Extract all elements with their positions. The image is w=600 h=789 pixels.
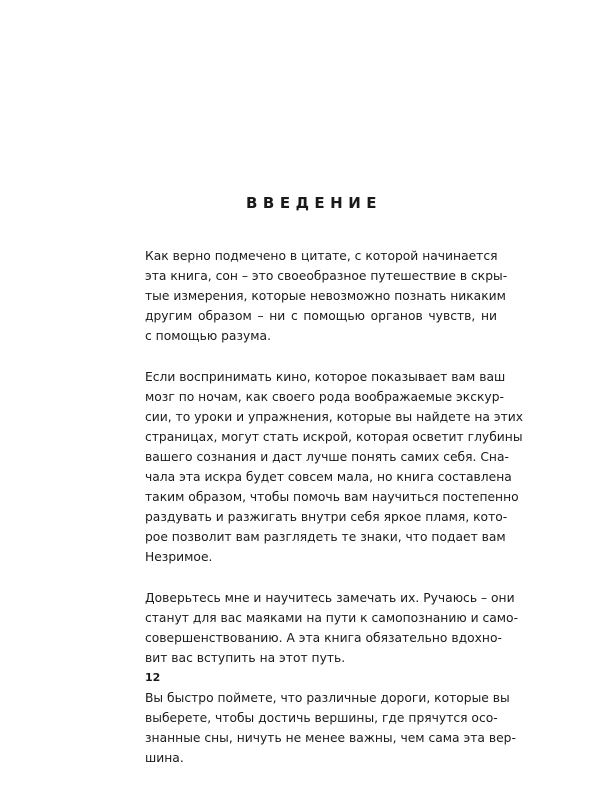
text-line: таким образом, чтобы помочь вам научиться постепенно	[145, 490, 519, 505]
text-line: выберете, чтобы достичь вершины, где прячутся осо-	[145, 711, 498, 726]
text-line: мозг по ночам, как своего рода воображаемые экскур-	[145, 389, 504, 404]
text-line: страницах, могут стать искрой, которая осветит глубины	[145, 429, 523, 444]
text-line: знанные сны, ничуть не менее важны, чем сама эта вер-	[145, 731, 516, 746]
text-line: раздувать и разжигать внутри себя яркое пламя, кото-	[145, 510, 508, 525]
text-line: эта книга, сон – это своеобразное путешествие в скры-	[145, 269, 508, 284]
paragraph	[145, 688, 516, 768]
text-line: с помощью разума.	[145, 329, 272, 344]
text-line: шина.	[145, 751, 184, 766]
page-number: 12	[145, 671, 161, 684]
text-line: сии, то уроки и упражнения, которые вы найдете на этих	[145, 409, 524, 424]
text-line: Вы быстро поймете, что различные дороги, которые вы	[145, 691, 510, 706]
text-line: Как верно подмечено в цитате, с которой начинается	[145, 249, 498, 263]
body-text	[145, 246, 524, 789]
text-line: Незримое.	[145, 550, 213, 565]
text-line: Если воспринимать кино, которое показывает вам ваш	[145, 369, 506, 384]
chapter-title: ВВЕДЕНИЕ	[245, 194, 383, 212]
text-line: вашего сознания и даст лучше понять самих себя. Сна-	[145, 449, 509, 464]
text-line: совершенствованию. А эта книга обязательно вдохно-	[145, 630, 502, 645]
text-line: рое позволит вам разглядеть те знаки, что подает вам	[145, 530, 506, 545]
text-line: станут для вас маяками на пути к самопознанию и само-	[145, 610, 519, 625]
paragraph	[145, 588, 519, 668]
paragraph	[145, 367, 524, 568]
text-line: Доверьтесь мне и научитесь замечать их. Ручаюсь – они	[145, 590, 515, 605]
paragraph	[145, 246, 508, 346]
text-line: чала эта искра будет совсем мала, но книга составлена	[145, 470, 512, 485]
text-line: вит вас вступить на этот путь.	[145, 650, 346, 665]
text-line: другим образом – ни с помощью органов чувств, ни	[145, 309, 497, 324]
text-line: тые измерения, которые невозможно познать никаким	[145, 289, 506, 304]
